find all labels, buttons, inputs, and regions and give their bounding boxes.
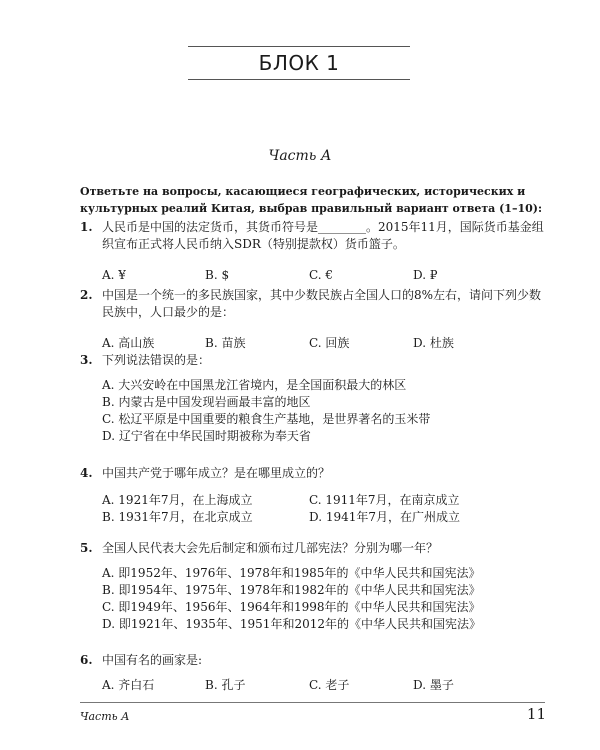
question-text: 中国是一个统一的多民族国家，其中少数民族占全国人口的8%左右，请问下列少数民族中，人口最少的是： xyxy=(102,288,542,319)
option-a: A. 齐白石 xyxy=(102,678,155,692)
question-6 xyxy=(80,652,550,694)
question-text: 中国共产党于哪年成立？是在哪里成立的？ xyxy=(102,466,331,480)
option-a: A. ¥ xyxy=(102,268,126,282)
question-text: 中国有名的画家是: xyxy=(102,653,203,667)
footer-section-label: Часть А xyxy=(80,710,130,723)
option-b: B. $ xyxy=(205,268,230,282)
option-c: C. 1911年7月，在南京成立 xyxy=(309,493,460,507)
option-b: B. 内蒙古是中国发现岩画最丰富的地区 xyxy=(102,395,311,409)
question-number: 2. xyxy=(80,288,93,302)
page-number: 11 xyxy=(526,705,546,723)
question-number: 5. xyxy=(80,541,93,555)
question-number: 6. xyxy=(80,653,93,667)
option-a: A. 1921年7月，在上海成立 xyxy=(102,493,253,507)
question-text: 下列说法错误的是： xyxy=(102,353,211,367)
option-d: D. 1941年7月，在广州成立 xyxy=(309,510,460,524)
question-number: 3. xyxy=(80,353,93,367)
option-a: A. 即1952年、1976年、1978年和1985年的《中华人民共和国宪法》 xyxy=(102,566,481,580)
footer-rule xyxy=(80,702,545,703)
option-c: C. 即1949年、1956年、1964年和1998年的《中华人民共和国宪法》 xyxy=(102,600,481,614)
question-1 xyxy=(80,219,550,284)
instruction-text: Ответьте на вопросы, касающиеся географических, исторических и культурных реалий Китая, выбрав правильный вариант ответа (1–10): xyxy=(80,185,543,215)
question-2 xyxy=(80,287,550,352)
options xyxy=(102,335,550,352)
question-text: 全国人民代表大会先后制定和颁布过几部宪法？分别为哪一年？ xyxy=(102,541,439,555)
header-bottom-rule xyxy=(188,79,410,80)
block-header xyxy=(188,46,410,80)
question-number: 4. xyxy=(80,466,93,480)
option-d: D. 杜族 xyxy=(413,336,454,350)
option-b: B. 孔子 xyxy=(205,678,246,692)
question-4 xyxy=(80,465,550,526)
options xyxy=(102,377,550,445)
option-c: C. 老子 xyxy=(309,678,350,692)
options xyxy=(102,677,550,694)
options xyxy=(102,565,550,633)
question-text: 人民币是中国的法定货币，其货币符号是________。2015年11月，国际货币基金组织宣布正式将人民币纳入SDR（特别提款权）货币篮子。 xyxy=(102,220,544,251)
option-a: A. 大兴安岭在中国黑龙江省境内，是全国面积最大的林区 xyxy=(102,378,407,392)
option-a: A. 高山族 xyxy=(102,336,155,350)
question-5 xyxy=(80,540,550,633)
options xyxy=(102,492,550,526)
block-title: БЛОК 1 xyxy=(258,51,340,75)
option-d: D. 墨子 xyxy=(413,678,454,692)
option-c: C. 松辽平原是中国重要的粮食生产基地，是世界著名的玉米带 xyxy=(102,412,431,426)
option-c: C. 回族 xyxy=(309,336,350,350)
option-d: D. 辽宁省在中华民国时期被称为奉天省 xyxy=(102,429,311,443)
option-d: D. ₽ xyxy=(413,268,438,282)
option-b: B. 苗族 xyxy=(205,336,246,350)
options xyxy=(102,267,550,284)
option-b: B. 1931年7月，在北京成立 xyxy=(102,510,253,524)
option-c: C. € xyxy=(309,268,334,282)
question-number: 1. xyxy=(80,220,93,234)
option-b: B. 即1954年、1975年、1978年和1982年的《中华人民共和国宪法》 xyxy=(102,583,481,597)
option-d: D. 即1921年、1935年、1951年和2012年的《中华人民共和国宪法》 xyxy=(102,617,481,631)
question-3 xyxy=(80,352,550,445)
part-title: Часть А xyxy=(268,148,332,164)
